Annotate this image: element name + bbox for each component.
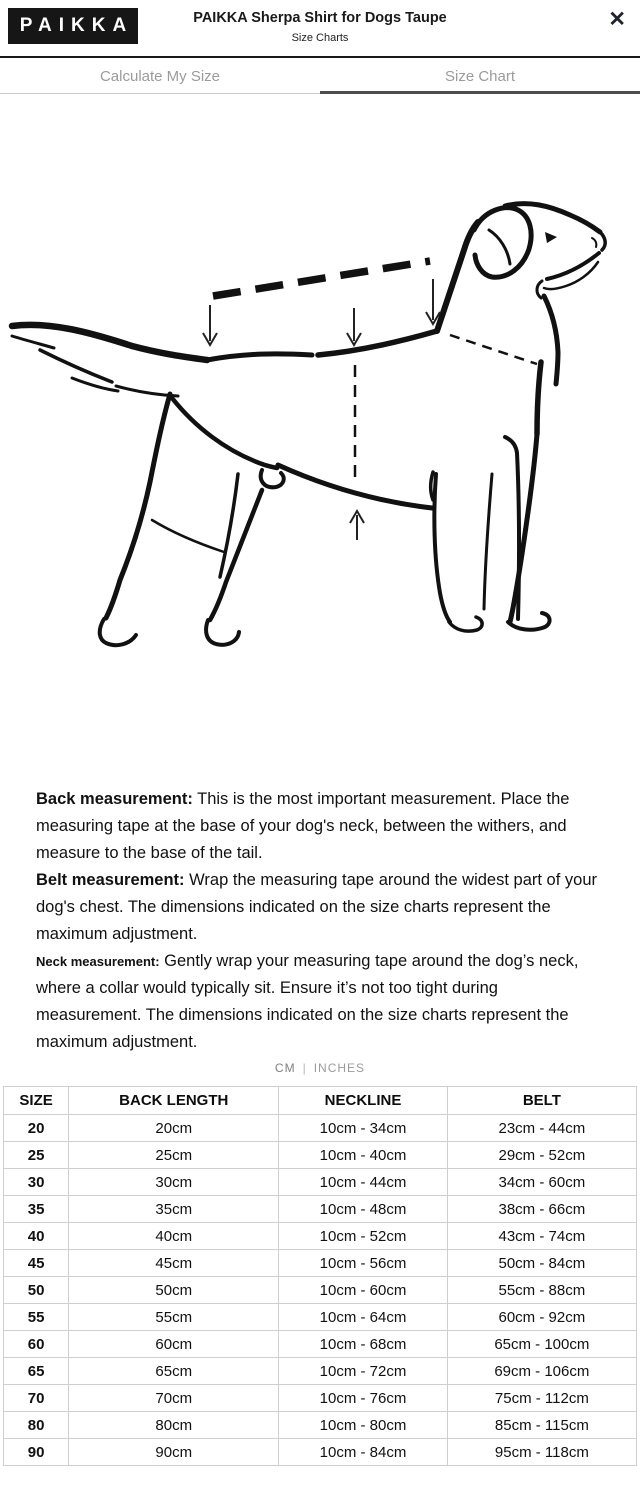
- table-row: [4, 1439, 637, 1466]
- cell-neckline: 10cm - 72cm: [279, 1358, 447, 1385]
- table-row: [4, 1358, 637, 1385]
- back-measurement-label: Back measurement:: [36, 790, 193, 808]
- cell-neckline: 10cm - 52cm: [279, 1223, 447, 1250]
- page-title: PAIKKA Sherpa Shirt for Dogs Taupe: [193, 10, 447, 26]
- cell-back-length: 90cm: [69, 1439, 279, 1466]
- up-arrow-belt: [350, 511, 364, 540]
- cell-belt: 29cm - 52cm: [447, 1142, 636, 1169]
- back-measurement-text: This is the most important measurement. Place the measuring tape at the base of your dog's neck, between the withers, and measure to the base of the tail.: [36, 790, 570, 862]
- cell-back-length: 45cm: [69, 1250, 279, 1277]
- cell-belt: 38cm - 66cm: [447, 1196, 636, 1223]
- cell-size: 25: [4, 1142, 69, 1169]
- table-row: [4, 1250, 637, 1277]
- cell-back-length: 20cm: [69, 1115, 279, 1142]
- column-header-back-length: BACK LENGTH: [69, 1087, 279, 1115]
- table-row: [4, 1304, 637, 1331]
- tab-bar: [0, 58, 640, 94]
- page-subtitle: Size Charts: [291, 32, 349, 44]
- back-measurement-paragraph: [36, 786, 604, 867]
- cell-size: 20: [4, 1115, 69, 1142]
- cell-back-length: 30cm: [69, 1169, 279, 1196]
- table-row: [4, 1196, 637, 1223]
- cell-size: 30: [4, 1169, 69, 1196]
- cell-belt: 34cm - 60cm: [447, 1169, 636, 1196]
- table-row: [4, 1277, 637, 1304]
- cell-belt: 69cm - 106cm: [447, 1358, 636, 1385]
- unit-inches-option[interactable]: INCHES: [313, 1061, 366, 1075]
- cell-size: 90: [4, 1439, 69, 1466]
- cell-neckline: 10cm - 40cm: [279, 1142, 447, 1169]
- cell-size: 60: [4, 1331, 69, 1358]
- unit-separator: |: [302, 1061, 307, 1075]
- cell-belt: 50cm - 84cm: [447, 1250, 636, 1277]
- cell-size: 70: [4, 1385, 69, 1412]
- cell-size: 80: [4, 1412, 69, 1439]
- belt-measurement-label: Belt measurement:: [36, 871, 185, 889]
- table-row: [4, 1412, 637, 1439]
- table-row: [4, 1385, 637, 1412]
- table-row: [4, 1331, 637, 1358]
- cell-back-length: 65cm: [69, 1358, 279, 1385]
- cell-neckline: 10cm - 48cm: [279, 1196, 447, 1223]
- column-header-belt: BELT: [447, 1087, 636, 1115]
- cell-neckline: 10cm - 84cm: [279, 1439, 447, 1466]
- cell-back-length: 70cm: [69, 1385, 279, 1412]
- cell-back-length: 55cm: [69, 1304, 279, 1331]
- table-row: [4, 1142, 637, 1169]
- brand-logo: PAIKKA: [8, 8, 138, 44]
- belt-measurement-paragraph: [36, 867, 604, 948]
- cell-belt: 23cm - 44cm: [447, 1115, 636, 1142]
- cell-size: 55: [4, 1304, 69, 1331]
- tab-calculate-my-size[interactable]: Calculate My Size: [0, 58, 320, 94]
- cell-belt: 43cm - 74cm: [447, 1223, 636, 1250]
- cell-back-length: 40cm: [69, 1223, 279, 1250]
- cell-belt: 55cm - 88cm: [447, 1277, 636, 1304]
- tab-size-chart[interactable]: Size Chart: [320, 58, 640, 94]
- modal-header: [0, 0, 640, 58]
- cell-neckline: 10cm - 80cm: [279, 1412, 447, 1439]
- down-arrow-withers: [426, 279, 440, 324]
- down-arrow-tail-base: [203, 305, 217, 345]
- neck-dashed-line: [450, 335, 537, 364]
- unit-cm-option[interactable]: CM: [274, 1061, 296, 1075]
- cell-size: 35: [4, 1196, 69, 1223]
- cell-belt: 60cm - 92cm: [447, 1304, 636, 1331]
- bottom-spacer: [0, 1466, 640, 1492]
- cell-belt: 75cm - 112cm: [447, 1385, 636, 1412]
- cell-back-length: 25cm: [69, 1142, 279, 1169]
- unit-toggle: [0, 1061, 640, 1075]
- cell-neckline: 10cm - 44cm: [279, 1169, 447, 1196]
- cell-belt: 65cm - 100cm: [447, 1331, 636, 1358]
- title-block: [140, 10, 500, 44]
- dog-illustration-container: [0, 112, 640, 772]
- cell-size: 45: [4, 1250, 69, 1277]
- table-row: [4, 1169, 637, 1196]
- table-row: [4, 1223, 637, 1250]
- size-table-body: [4, 1115, 637, 1466]
- neck-measurement-label: Neck measurement:: [36, 954, 160, 969]
- table-row: [4, 1115, 637, 1142]
- down-arrow-middle-back: [347, 308, 361, 345]
- column-header-neckline: NECKLINE: [279, 1087, 447, 1115]
- size-chart-table: [3, 1086, 637, 1466]
- cell-back-length: 50cm: [69, 1277, 279, 1304]
- cell-neckline: 10cm - 60cm: [279, 1277, 447, 1304]
- cell-neckline: 10cm - 76cm: [279, 1385, 447, 1412]
- table-header-row: [4, 1087, 637, 1115]
- back-measure-dashed-line: [213, 261, 430, 296]
- measurement-instructions: [0, 772, 640, 1056]
- cell-back-length: 80cm: [69, 1412, 279, 1439]
- cell-neckline: 10cm - 64cm: [279, 1304, 447, 1331]
- cell-size: 65: [4, 1358, 69, 1385]
- belt-measurement-text: Wrap the measuring tape around the widest part of your dog's chest. The dimensions indicated on the size charts represent the maximum adjustment.: [36, 871, 597, 943]
- cell-belt: 85cm - 115cm: [447, 1412, 636, 1439]
- neck-measurement-paragraph: [36, 948, 604, 1056]
- cell-belt: 95cm - 118cm: [447, 1439, 636, 1466]
- close-icon[interactable]: ✕: [608, 8, 626, 31]
- measurement-arrows: [203, 279, 440, 540]
- dog-measurement-illustration: [0, 112, 640, 772]
- cell-neckline: 10cm - 34cm: [279, 1115, 447, 1142]
- neck-measurement-text: Gently wrap your measuring tape around the dog’s neck, where a collar would typically sit. Ensure it’s not too tight during measurement. The dimensions indicated on the size charts represent the maximum adjustment.: [36, 952, 579, 1051]
- column-header-size: SIZE: [4, 1087, 69, 1115]
- cell-size: 40: [4, 1223, 69, 1250]
- cell-size: 50: [4, 1277, 69, 1304]
- cell-back-length: 60cm: [69, 1331, 279, 1358]
- cell-back-length: 35cm: [69, 1196, 279, 1223]
- dog-outline: [12, 204, 605, 646]
- cell-neckline: 10cm - 68cm: [279, 1331, 447, 1358]
- cell-neckline: 10cm - 56cm: [279, 1250, 447, 1277]
